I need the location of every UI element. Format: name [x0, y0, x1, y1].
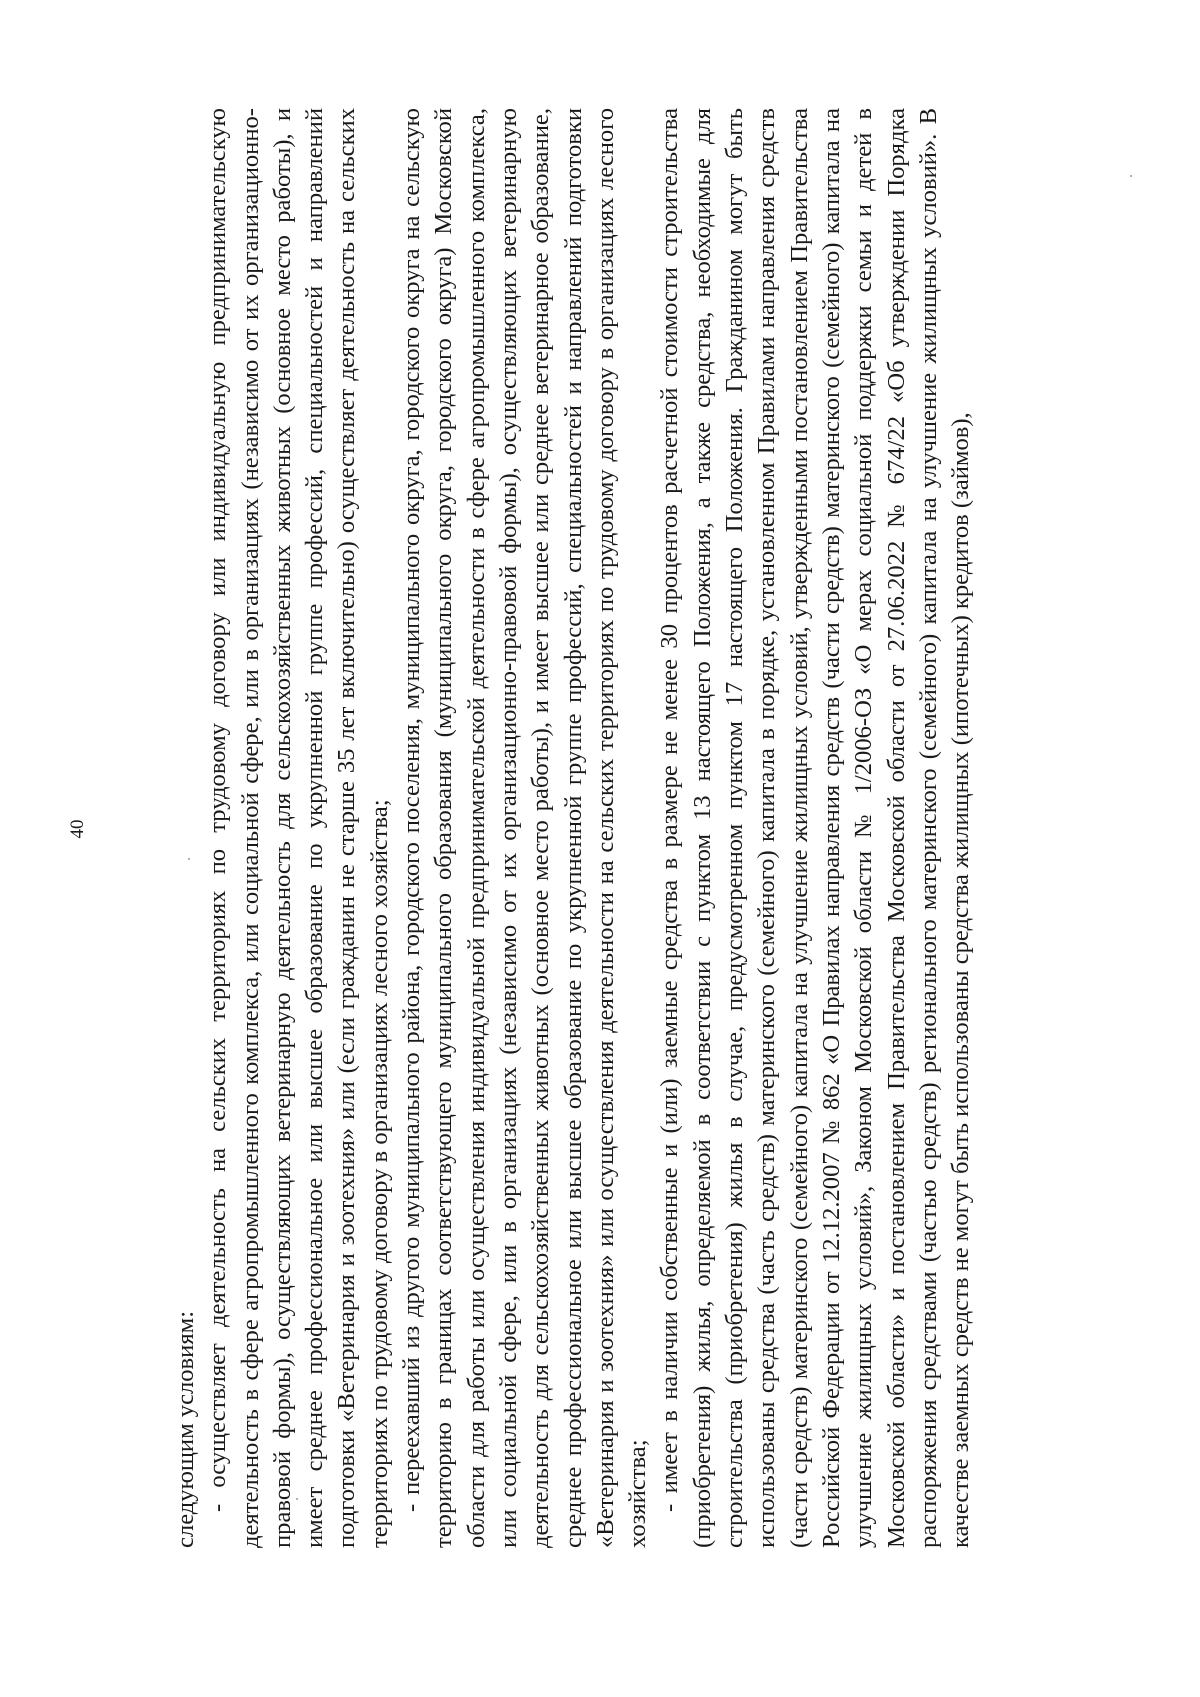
paragraph-intro: следующим условиям:	[172, 1310, 199, 1548]
scan-speck	[1130, 175, 1132, 177]
paragraph-condition-2: - переехавший из другого муниципального района, городского поселения, муниципального округа, городского округа на сельскую территорию в границах соответствующего муниципального образования (муниципального округа, городского округа) Московской области для работы или осуществления индивидуальной предпринимательской деятельности в сфере агропромышленного комплекса, или социальной сфере, или в организациях (независимо от их организационно-правовой формы), осуществляющих ветеринарную деятельность для сельскохозяйственных животных (основное место работы), и имеет высшее или среднее ветеринарное образование, среднее профессиональное или высшее образование по укрупненной группе профессий, специальностей и направлений подготовки «Ветеринария и зоотехния» или осуществления деятельности на сельских территориях по трудовому договору в организациях лесного хозяйства;	[398, 108, 652, 1548]
paragraph-condition-3: - имеет в наличии собственные и (или) заемные средства в размере не менее 30 процентов расчетной стоимости строительства (приобретения) жилья, определяемой в соответствии с пунктом 13 настоящего Положения, а также средства, необходимые для строительства (приобретения) жилья в случае, предусмотренном пунктом 17 настоящего Положения. Гражданином могут быть использованы средства (часть средств) материнского (семейного) капитала в порядке, установленном Правилами направления средств (части средств) материнского (семейного) капитала на улучшение жилищных условий, утвержденными постановлением Правительства Российской Федерации от 12.12.2007 № 862 «О Правилах направления средств (части средств) материнского (семейного) капитала на улучшение жилищных условий», Законом Московской области № 1/2006-ОЗ «О мерах социальной поддержки семьи и детей в Московской области» и постановлением Правительства Московской области от 27.06.2022 № 674/22 «Об утверждении Порядка распоряжения средствами (частью средств) регионального материнского (семейного) капитала на улучшение жилищных условий». В качестве заемных средств не могут быть использованы средства жилищных (ипотечных) кредитов (займов),	[656, 108, 975, 1548]
scan-speck	[188, 858, 190, 860]
paragraph-condition-1: - осуществляет деятельность на сельских территориях по трудовому договору или индивидуальную предпринимательскую деятельность в сфере агропромышленного комплекса, или социальной сфере, или в организациях (независимо от их организационно-правовой формы), осуществляющих ветеринарную деятельность для сельскохозяйственных животных (основное место работы), и имеет среднее профессиональное или высшее образование по укрупненной группе профессий, специальностей и направлений подготовки «Ветеринария и зоотехния» или (если гражданин не старше 35 лет включительно) осуществляет деятельность на сельских территориях по трудовому договору в организациях лесного хозяйства;	[204, 108, 393, 1548]
page-number: 40	[67, 819, 88, 839]
scan-speck	[296, 1498, 298, 1500]
document-body	[170, 108, 1070, 1548]
